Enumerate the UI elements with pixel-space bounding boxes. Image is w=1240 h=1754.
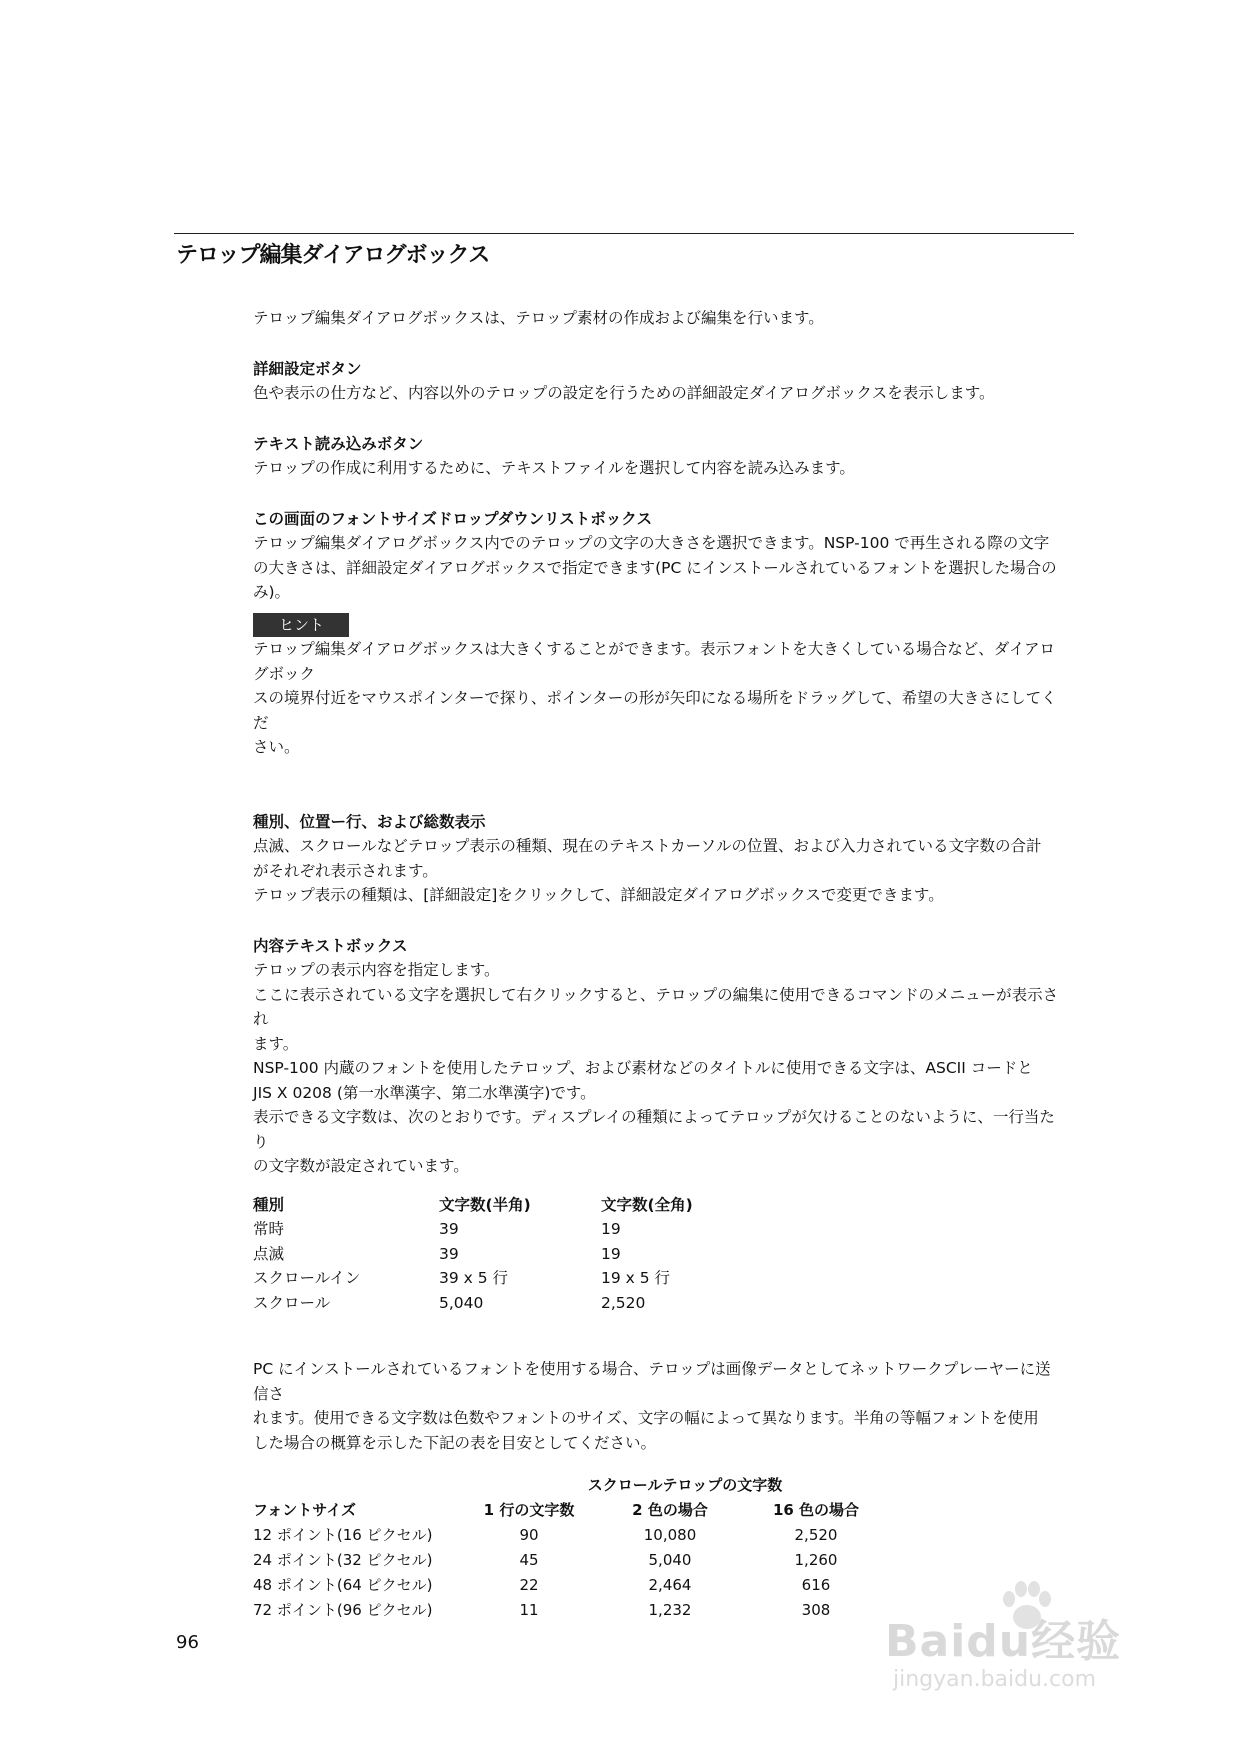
table-row [253,1573,887,1598]
section-text: 点滅、スクロールなどテロップ表示の種類、現在のテキストカーソルの位置、および入力されている文字数の合計 [253,837,1042,855]
table-cell: スクロールイン [253,1269,361,1287]
table-header-row [253,1193,761,1218]
main-content [253,306,1063,1623]
table-row [253,1598,887,1623]
section-text: ます。 [253,1034,299,1053]
table-row [253,1548,887,1573]
page-number: 96 [176,1632,199,1653]
table-cell: 616 [801,1576,831,1595]
section-text: の文字数が設定されています。 [253,1157,469,1175]
table-cell: 39 x 5 行 [439,1269,509,1287]
table-group-header-row [253,1473,887,1498]
note-text: PC にインストールされているフォントを使用する場合、テロップは画像データとしてネットワークプレーヤーに送信さ [253,1360,1051,1403]
table-cell: 1,260 [794,1551,838,1570]
table-header: 文字数(全角) [601,1195,693,1214]
table-cell: 2,464 [648,1576,692,1595]
section-text: がそれぞれ表示されます。 [253,861,438,880]
table-cell: 39 [439,1244,459,1263]
section-content-textbox [253,934,1063,1179]
section-text: JIS X 0208 (第一水準漢字、第二水準漢字)です。 [253,1083,596,1102]
table-cell: 19 x 5 行 [601,1269,671,1287]
table-cell: 48 ポイント(64 ピクセル) [253,1576,433,1595]
table-row [253,1523,887,1548]
section-text: テロップ表示の種類は、[詳細設定]をクリックして、詳細設定ダイアログボックスで変更できます。 [253,886,944,904]
note-text: れます。使用できる文字数は色数やフォントのサイズ、文字の幅によって異なります。半角の等幅フォントを使用 [253,1409,1039,1427]
table-header: フォントサイズ [253,1501,357,1520]
section-text: NSP-100 内蔵のフォントを使用したテロップ、および素材などのタイトルに使用できる文字は、ASCII コードと [253,1059,1033,1077]
table-header: 1 行の文字数 [483,1501,575,1520]
hint-box [253,605,1063,760]
section-text: の大きさは、詳細設定ダイアログボックスで指定できます(PC にインストールされているフォントを選択した場合の [253,558,1057,577]
pc-font-note [253,1357,1063,1455]
table-row [253,1266,761,1291]
title-rule [174,233,1074,234]
table-cell: 5,040 [439,1293,484,1312]
section-text: テロップの表示内容を指定します。 [253,961,500,979]
hint-text: スの境界付近をマウスポインターで探り、ポインターの形が矢印になる場所をドラッグして、希望の大きさにしてくだ [253,689,1057,732]
char-count-table [253,1193,761,1316]
table-header: 種別 [253,1195,285,1214]
table-header: 2 色の場合 [632,1501,708,1520]
section-heading: 種別、位置ー行、および総数表示 [253,812,486,831]
section-heading: 内容テキストボックス [253,936,408,955]
table-header: 文字数(半角) [439,1195,531,1214]
section-text: 色や表示の仕方など、内容以外のテロップの設定を行うための詳細設定ダイアログボックスを表示します。 [253,384,995,402]
section-text: テロップ編集ダイアログボックス内でのテロップの文字の大きさを選択できます。NSP-100 で再生される際の文字 [253,534,1050,552]
section-text: テロップの作成に利用するために、テキストファイルを選択して内容を読み込みます。 [253,459,855,477]
page-title: テロップ編集ダイアログボックス [176,243,490,268]
table-header-row [253,1498,887,1523]
table-cell: 45 [519,1551,539,1570]
table-cell: 19 [601,1244,621,1263]
section-text: ここに表示されている文字を選択して右クリックすると、テロップの編集に使用できるコマンドのメニューが表示され [253,985,1059,1028]
table-cell: 2,520 [794,1526,838,1545]
scroll-char-table [253,1473,887,1623]
table-row [253,1291,761,1316]
section-heading: テキスト読み込みボタン [253,434,424,453]
table-cell: 点滅 [253,1244,285,1263]
table-cell: 19 [601,1220,621,1238]
section-heading: この画面のフォントサイズドロップダウンリストボックス [253,509,653,528]
table-cell: 5,040 [648,1551,692,1570]
section-text: み)。 [253,583,291,601]
table-cell: 72 ポイント(96 ピクセル) [253,1601,433,1620]
table-cell: 1,232 [648,1601,692,1620]
section-text: 表示できる文字数は、次のとおりです。ディスプレイの種類によってテロップが欠けることのないように、一行当たり [253,1108,1055,1151]
section-detail-settings-button [253,357,1063,406]
table-cell: 90 [519,1526,539,1545]
table-cell: 39 [439,1220,459,1238]
hint-text: テロップ編集ダイアログボックスは大きくすることができます。表示フォントを大きくしている場合など、ダイアログボック [253,640,1055,683]
table-cell: 10,080 [643,1526,697,1545]
table-group-header: スクロールテロップの文字数 [587,1476,783,1495]
table-header: 16 色の場合 [772,1501,860,1520]
table-cell: 常時 [253,1220,285,1238]
hint-text: さい。 [253,738,300,756]
table-cell: スクロール [253,1293,331,1312]
table-cell: 11 [519,1601,539,1620]
table-cell: 308 [801,1601,831,1620]
table-row [253,1242,761,1267]
watermark-url: jingyan.baidu.com [893,1667,1097,1692]
table-row [253,1217,761,1242]
watermark-brand: Baidu经验 [885,1616,1122,1667]
hint-badge: ヒント [253,613,349,637]
watermark [885,1605,1185,1745]
table-cell: 12 ポイント(16 ピクセル) [253,1526,433,1545]
table-cell: 22 [519,1576,539,1595]
section-heading: 詳細設定ボタン [253,359,362,378]
section-type-position-total [253,810,1063,908]
section-text-import-button [253,432,1063,481]
table-cell: 2,520 [601,1293,646,1312]
section-font-size-dropdown [253,507,1063,605]
table-cell: 24 ポイント(32 ピクセル) [253,1551,433,1570]
intro-text: テロップ編集ダイアログボックスは、テロップ素材の作成および編集を行います。 [253,309,824,327]
note-text: した場合の概算を示した下記の表を目安としてください。 [253,1433,657,1452]
